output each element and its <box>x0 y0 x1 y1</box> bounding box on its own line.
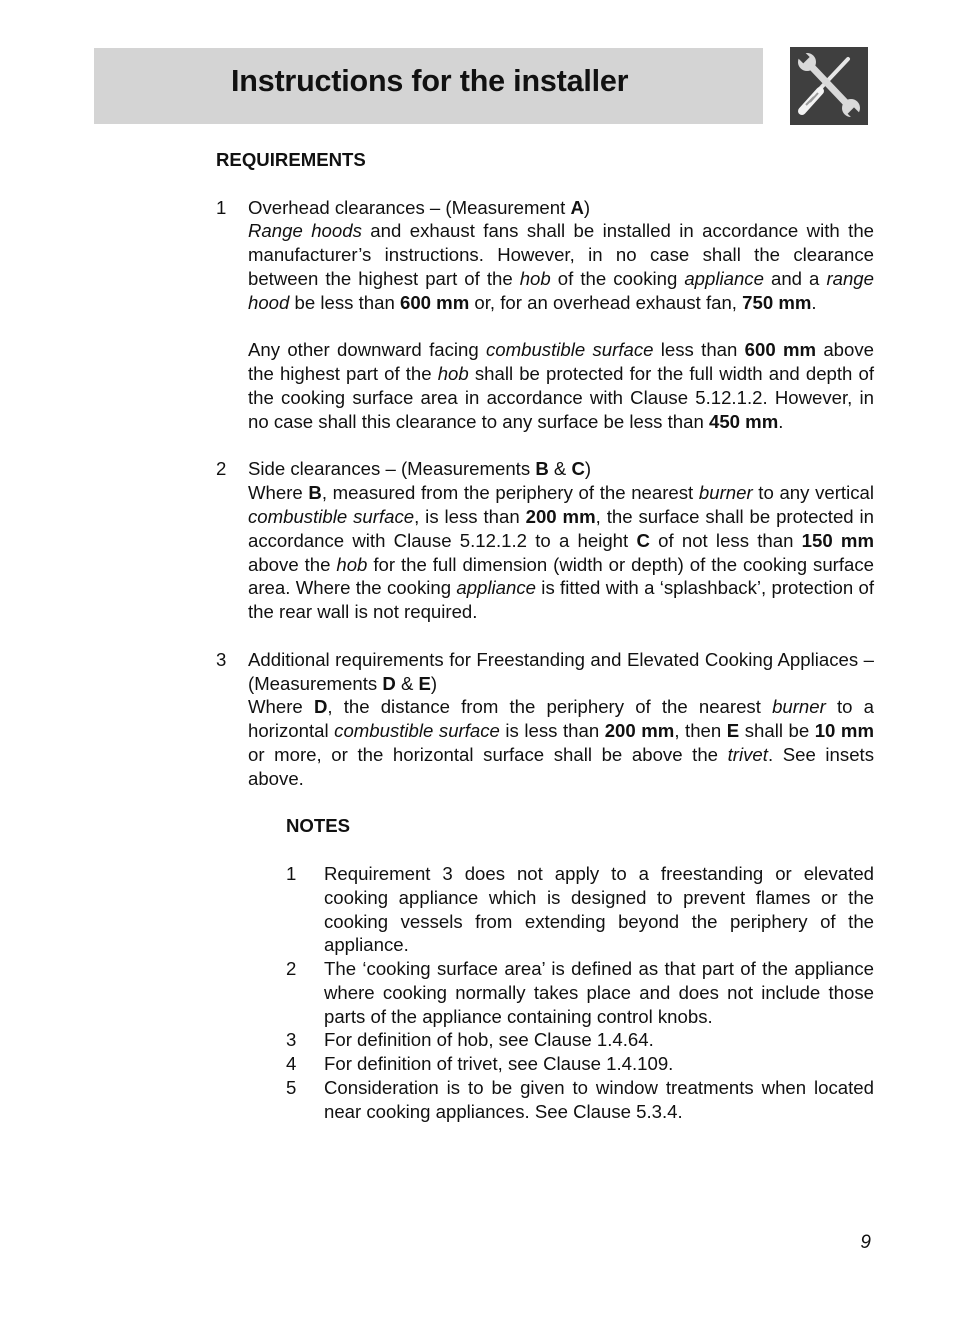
wrench-screwdriver-icon <box>790 47 868 125</box>
note-number: 1 <box>286 862 297 884</box>
page-number: 9 <box>860 1232 871 1253</box>
requirement-paragraph: Where B, measured from the periphery of the nearest burner to any vertical combustible surface, is less than 200 mm, the surface shall be protected in accordance with Clause 5.12.1.2 to a height C of not less than 150 mm above the hob for the full dimension (width or depth) of the cooking surface area. Where the cooking appliance is fitted with a ‘splashback’, protection of the rear wall is not required. <box>248 482 875 623</box>
page-title: Instructions for the installer <box>231 64 629 98</box>
note-text: For definition of hob, see Clause 1.4.64. <box>324 1029 654 1051</box>
note-text: The ‘cooking surface area’ is defined as that part of the appliance where cooking normally takes place and does not include those parts of the appliance containing control knobs. <box>324 958 874 1027</box>
note-text: Consideration is to be given to window treatments when located near cooking appliances. See Clause 5.3.4. <box>324 1077 874 1122</box>
requirement-paragraph: Any other downward facing combustible surface less than 600 mm above the highest part of the hob shall be protected for the full width and depth of the cooking surface area in accordance with Clause 5.12.1.2. However, in no case shall this clearance to any surface be less than 450 mm. <box>248 339 875 432</box>
main-content <box>216 148 874 1124</box>
header-bar <box>94 48 763 124</box>
note-item <box>254 1028 874 1052</box>
note-text: For definition of trivet, see Clause 1.4.109. <box>324 1053 674 1075</box>
requirement-paragraph: Range hoods and exhaust fans shall be installed in accordance with the manufacturer’s instructions. However, in no case shall the clearance between the highest part of the hob of the cooking appliance and a range hood be less than 600 mm or, for an overhead exhaust fan, 750 mm. <box>248 220 874 313</box>
note-item <box>254 862 874 957</box>
note-item <box>254 957 874 1028</box>
requirement-paragraph: Where D, the distance from the periphery of the nearest burner to a horizontal combustible surface is less than 200 mm, then E shall be 10 mm or more, or the horizontal surface shall be above the trivet. See insets above. <box>248 696 875 789</box>
note-item <box>254 1052 874 1076</box>
note-number: 5 <box>286 1077 297 1099</box>
requirement-item-2 <box>216 457 874 624</box>
requirement-item-3 <box>216 648 874 791</box>
requirement-number: 3 <box>216 648 227 670</box>
requirement-title: Overhead clearances – (Measurement A) <box>248 196 591 218</box>
requirement-title: Additional requirements for Freestanding and Elevated Cooking Appliaces – (Measurements D & E) <box>248 648 874 694</box>
note-number: 4 <box>286 1053 297 1075</box>
requirement-number: 2 <box>216 458 227 480</box>
notes-heading: NOTES <box>286 815 351 837</box>
requirement-item-1 <box>216 196 874 434</box>
requirement-title: Side clearances – (Measurements B & C) <box>248 458 592 480</box>
note-item <box>254 1076 874 1124</box>
notes-section <box>254 814 874 1123</box>
note-number: 3 <box>286 1029 297 1051</box>
requirements-heading: REQUIREMENTS <box>216 149 366 170</box>
note-number: 2 <box>286 958 297 980</box>
note-text: Requirement 3 does not apply to a freestanding or elevated cooking appliance which is designed to prevent flames or the cooking vessels from extending beyond the periphery of the appliance. <box>324 862 874 956</box>
requirement-number: 1 <box>216 196 227 218</box>
